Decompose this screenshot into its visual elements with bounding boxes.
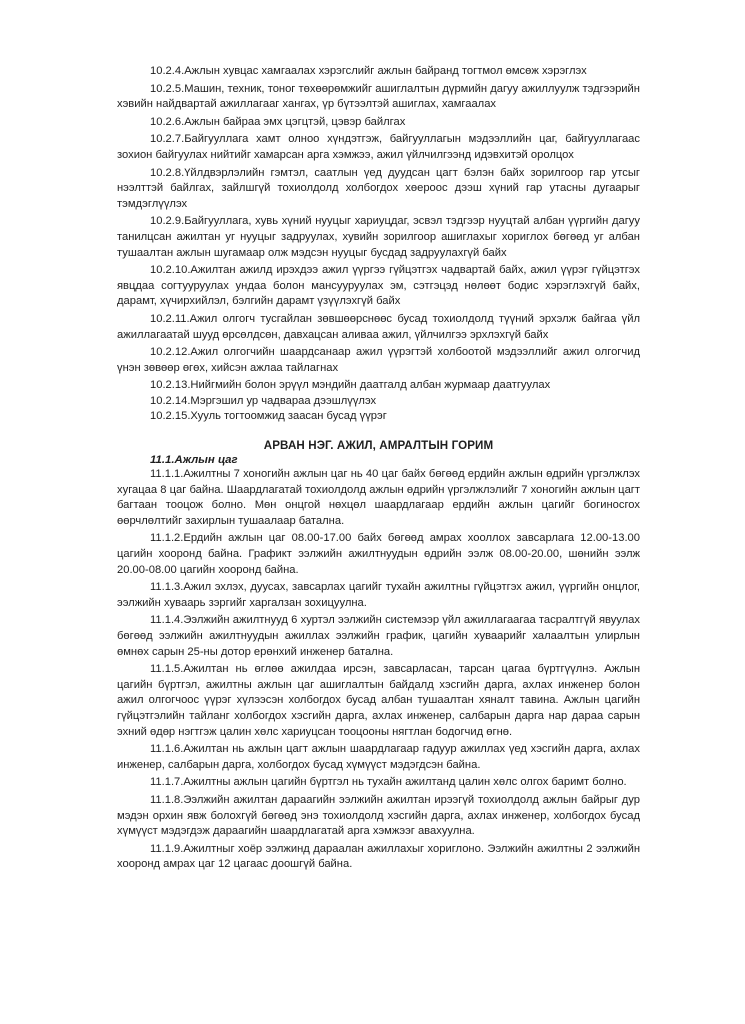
paragraph-11-1-2: 11.1.2.Ердийн ажлын цаг 08.00-17.00 байх бөгөөд амрах хооллох завсарлага 12.00-13.00 цагийн хооронд байна. Графикт ээлжийн ажилтнуудын өдрийн ээлж 08.00-20.00, шөнийн ээлж 20.00-08.00 цагийн хооронд байна. [117,532,640,576]
paragraph-10-2-14: 10.2.14.Мэргэшил ур чадвараа дээшлүүлэх [150,394,377,407]
paragraph-10-2-5: 10.2.5.Машин, техник, тоног төхөөрөмжийг ашиглалтын дүрмийн дагуу ажиллуулж тэдгээрийн хэвийн найдвартай ажиллагааг хангах, үр бүтээлтэй ашиглах, хамгаалах [117,82,640,111]
section-heading-11: АРВАН НЭГ. АЖИЛ, АМРАЛТЫН ГОРИМ [263,439,494,453]
paragraph-10-2-9: 10.2.9.Байгууллага, хувь хүний нууцыг хариуцдаг, эсвэл тэдгээр нууцтай албан үүргийн дагуу танилцсан ажилтан уг нууцыг задруулах, хувийн зорилгоор ашиглахыг хориглох бөгөөд уг албан тушаалтан ажлын шугамаар олж мэдсэн нууцыг бусдад задруулахгүй байх [117,215,640,259]
paragraph-11-1-7: 11.1.7.Ажилтны ажлын цагийн бүртгэл нь тухайн ажилтанд цалин хөлс олгох баримт болно. [150,776,627,789]
paragraph-10-2-13: 10.2.13.Нийгмийн болон эрүүл мэндийн даатгалд албан журмаар даатгуулах [150,379,551,392]
paragraph-11-1-5: 11.1.5.Ажилтан нь өглөө ажилдаа ирсэн, завсарласан, тарсан цагаа бүртгүүлнэ. Ажлын цагийн бүртгэл, ажилтны ажлын цаг ашиглалтын байдалд хэсгийн дарга, ахлах инженер болон ажил олгогчоос үүрэг хүлээсэн холбогдох бусад албан тушаалтан хяналт тавина. Ажлын цагийн гүйцэтгэлийн тайланг холбогдох хэсгийн дарга, ахлах инженер, салбарын дарга нар дараа сарын эхний өдөр нэгтгэж цалин хөлс хариуцсан тооцооны нягтлан бодогчид өгнө. [117,663,640,738]
paragraph-10-2-8: 10.2.8.Үйлдвэрлэлийн гэмтэл, саатлын үед дуудсан цагт бэлэн байх зорилгоор гар утсыг нээлттэй байлгах, зайлшгүй тохиолдолд холбогдох хөероос дээш хүний гар утасны дугаарыг тэмдэглүүлэх [117,166,640,210]
paragraph-10-2-15: 10.2.15.Хууль тогтоомжид заасан бусад үүрэг [150,410,387,423]
paragraph-11-1-1: 11.1.1.Ажилтны 7 хоногийн ажлын цаг нь 40 цаг байх бөгөөд ердийн ажлын өдрийн үргэлжлэх хугацаа 8 цаг байна. Шаардлагатай тохиолдолд ажлын өдрийн үргэлжлэлийг 7 хоногийн ажлын цагт багтаан тооцож болно. Мөн онцгой нөхцөл шаардлагаар ердийн ажлын цагийг богиносгох өөрчлөлтийг захирлын тушаалаар батална. [117,468,640,527]
paragraph-10-2-10: 10.2.10.Ажилтан ажилд ирэхдээ ажил үүргээ гүйцэтгэх чадвартай байх, ажил үүрэг гүйцэтгэх явцдаа согтууруулах ундаа болон мансууруулах эм, сэтгэцэд нөлөөт бодис хэрэглэхгүй байх, дарамт, хүчирхийлэл, бэлгийн дарамт үзүүлэхгүй байх [117,264,640,308]
paragraph-10-2-11: 10.2.11.Ажил олгогч тусгайлан зөвшөөрснөөс бусад тохиолдолд түүний эрхэлж байгаа үйл ажиллагаатай шууд өрсөлдсөн, давхацсан аливаа ажил, үйлчилгээ эрхлэхгүй байх [117,312,640,341]
paragraph-10-2-6: 10.2.6.Ажлын байраа эмх цэгцтэй, цэвэр байлгах [150,115,406,128]
paragraph-11-1-3: 11.1.3.Ажил эхлэх, дуусах, завсарлах цагийг тухайн ажилтны гүйцэтгэх ажил, үүргийн онцлог, ээлжийн хуваарь зэргийг харгалзан зохицуулна. [117,581,640,609]
subsection-heading-11-1: 11.1.Ажлын цаг [150,454,238,467]
paragraph-11-1-6: 11.1.6.Ажилтан нь ажлын цагт ажлын шаардлагаар гадуур ажиллах үед хэсгийн дарга, ахлах инженер, салбарын дарга, холбогдох бусад хүмүүст мэдэгдсэн байна. [117,743,640,771]
paragraph-11-1-8: 11.1.8.Ээлжийн ажилтан дараагийн ээлжийн ажилтан ирээгүй тохиолдолд ажлын байрыг дур мэдэн орхин явж болохгүй бөгөөд энэ тохиолдолд хэсгийн дарга, ахлах инженер, холбогдох бусад хүмүүст мэдэгдэж дараагийн шаардлагатай арга хэмжээг авахуулна. [117,793,640,838]
paragraph-10-2-12: 10.2.12.Ажил олгогчийн шаардсанаар ажил үүрэгтэй холбоотой мэдээллийг ажил олгогчид үнэн зөвөөр өгөх, хийсэн ажлаа тайлагнах [117,346,640,374]
paragraph-10-2-7: 10.2.7.Байгууллага хамт олноо хүндэтгэж, байгууллагын мэдээллийн цаг, байгууллагаас зохион байгуулах нийтийг хамарсан арга хэмжээ, ажил үйлчилгээнд идэвхитэй оролцох [117,133,640,161]
paragraph-11-1-9: 11.1.9.Ажилтныг хоёр ээлжинд дараалан ажиллахыг хориглоно. Ээлжийн ажилтны 2 ээлжийн хооронд амрах цаг 12 цагаас доошгүй байна. [117,842,640,871]
paragraph-11-1-4: 11.1.4.Ээлжийн ажилтнууд 6 хуртэл ээлжийн системээр үйл ажиллагаагаа тасралтгүй явуулах бөгөөд ээлжийн ажилтнуудын ажиллах ээлжийн график, цагийн хуваарийг халаалтын улирлын өмнөх сарын 25-ны дотор ерөнхий инженер батална. [117,614,640,658]
paragraph-10-2-4: 10.2.4.Ажлын хувцас хамгаалах хэрэгслийг ажлын байранд тогтмол өмсөж хэрэглэх [150,65,587,77]
